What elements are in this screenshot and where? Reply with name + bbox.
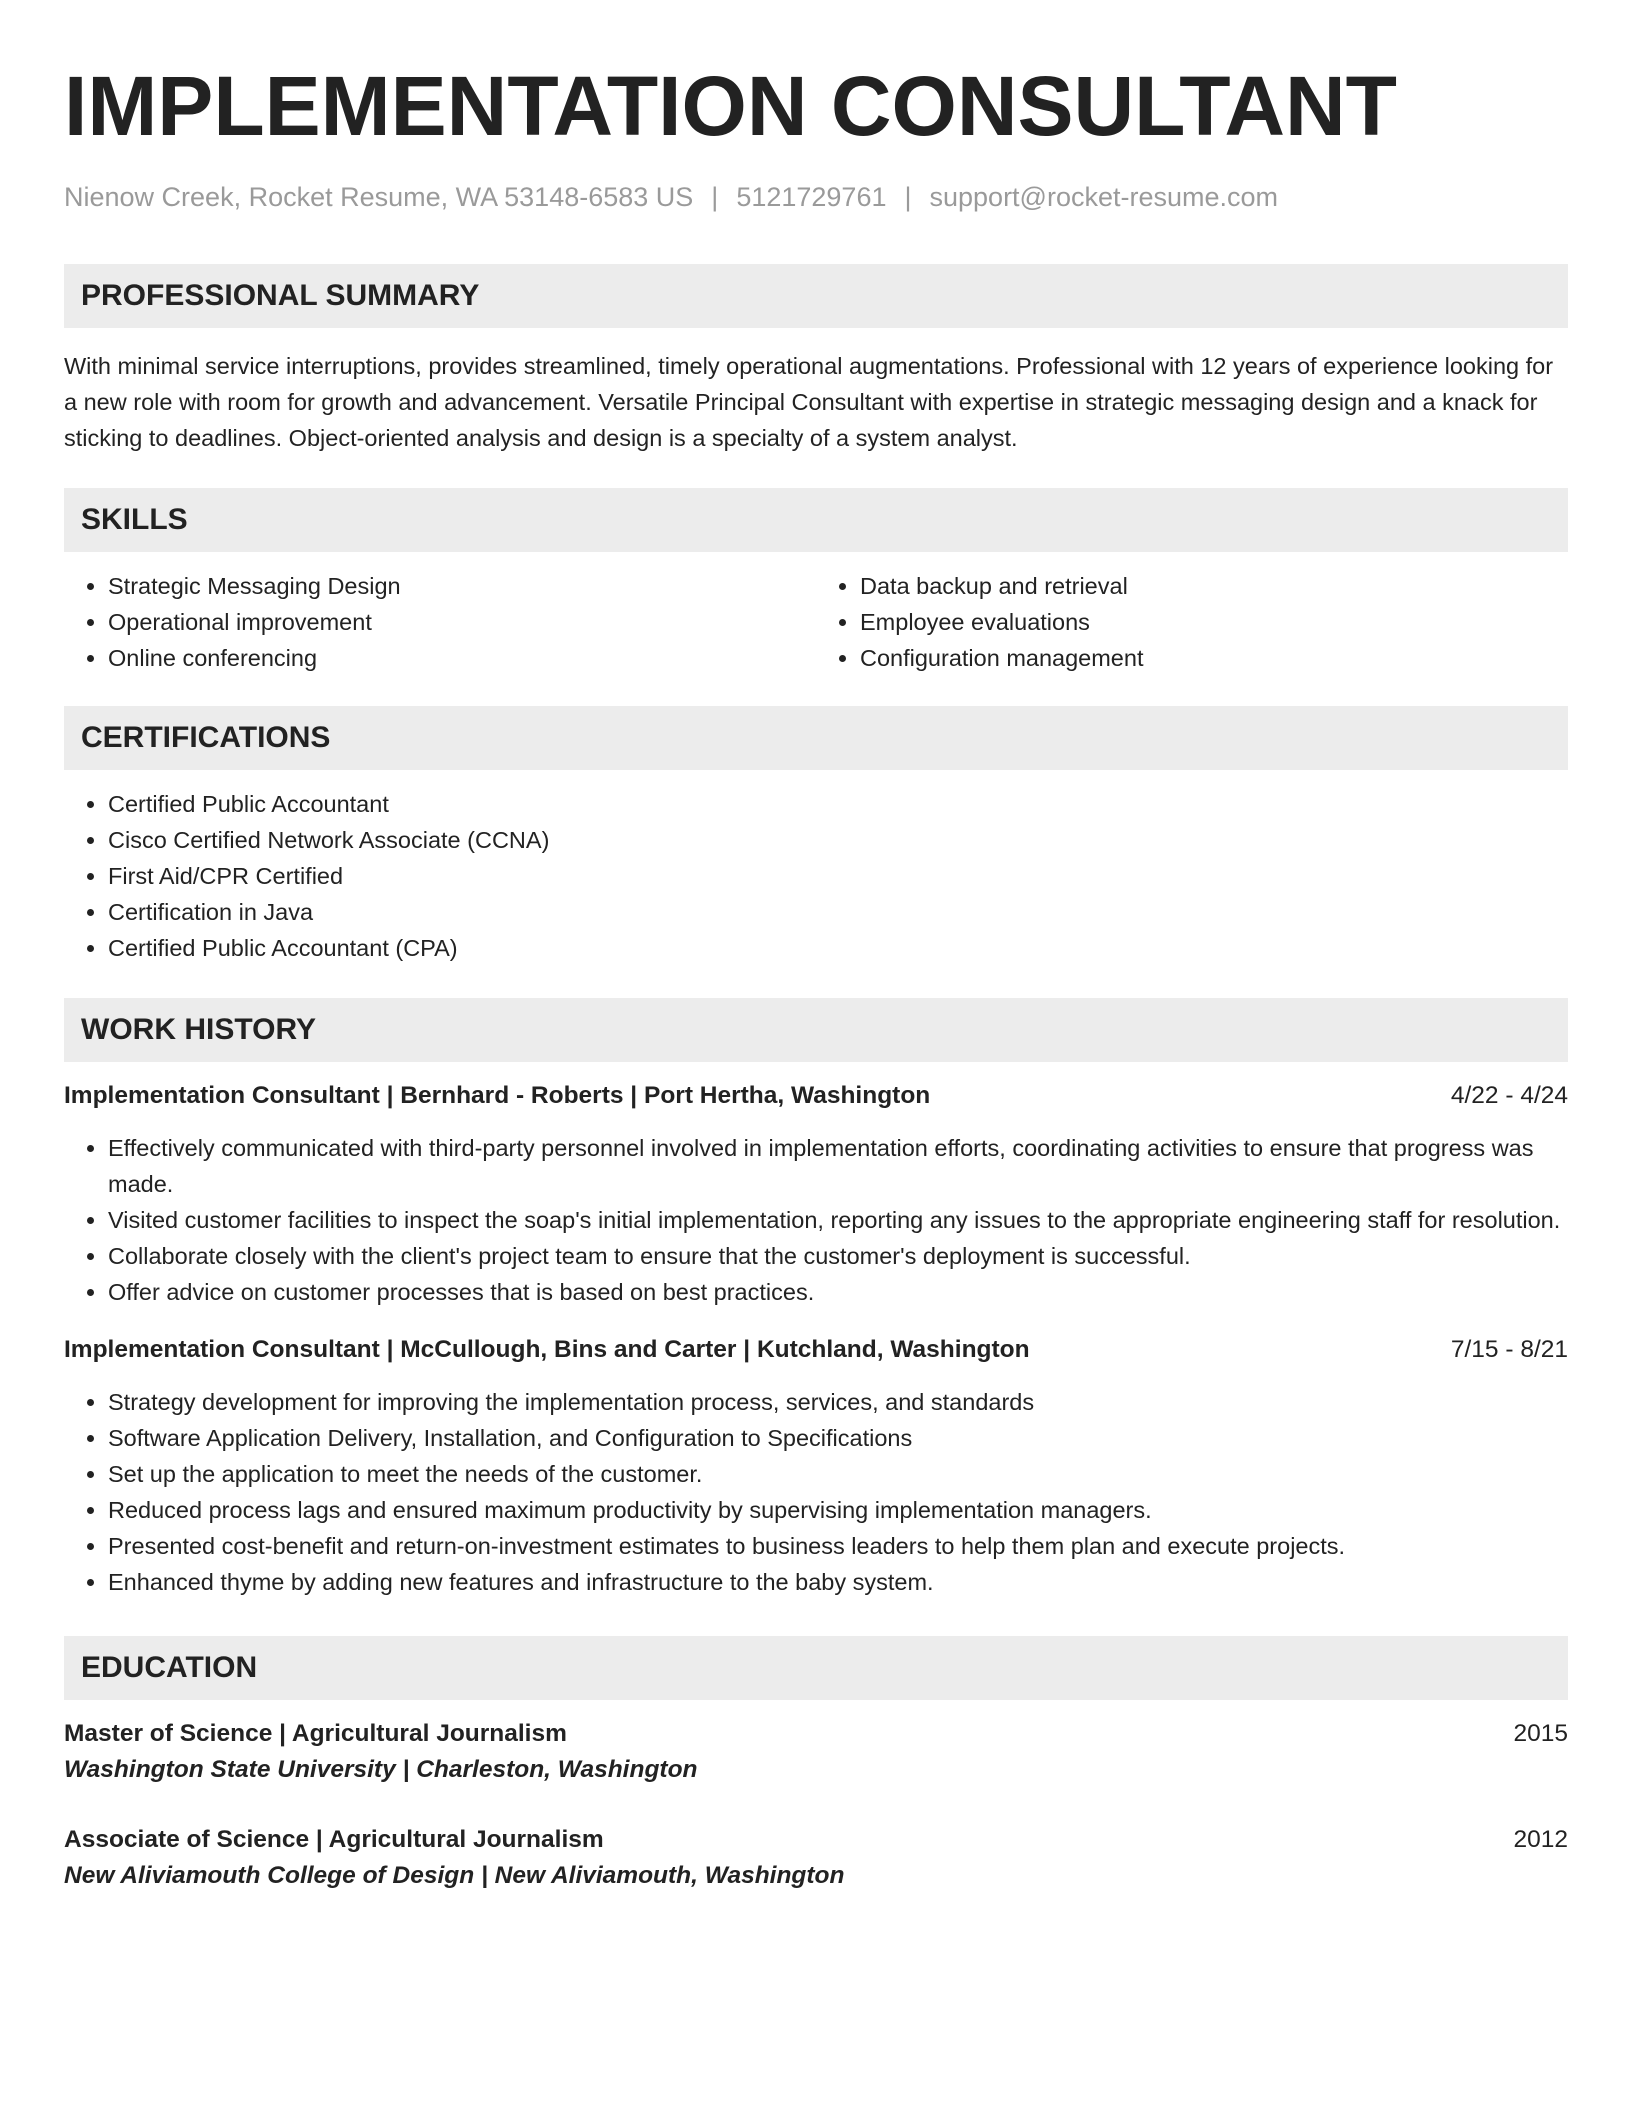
education-heading: EDUCATION bbox=[64, 1636, 1568, 1700]
graduation-year: 2012 bbox=[1513, 1826, 1568, 1853]
job-bullet: • Reduced process lags and ensured maximum productivity by supervising implementation managers. bbox=[108, 1492, 1568, 1528]
job-entry bbox=[64, 1332, 1568, 1600]
certification-item: • Certification in Java bbox=[108, 894, 1568, 930]
education-header bbox=[64, 1716, 1568, 1752]
skill-item: • Configuration management bbox=[860, 640, 1568, 676]
skill-item: • Employee evaluations bbox=[860, 604, 1568, 640]
school-name: New Aliviamouth College of Design | New Aliviamouth, Washington bbox=[64, 1862, 845, 1889]
contact-separator: | bbox=[904, 182, 912, 212]
certification-item: • Certified Public Accountant bbox=[108, 786, 1568, 822]
skill-item: • Data backup and retrieval bbox=[860, 568, 1568, 604]
school-name: Washington State University | Charleston, Washington bbox=[64, 1756, 698, 1783]
contact-address: Nienow Creek, Rocket Resume, WA 53148-6583 US bbox=[64, 182, 694, 212]
job-bullet: • Enhanced thyme by adding new features and infrastructure to the baby system. bbox=[108, 1564, 1568, 1600]
skills-grid bbox=[64, 568, 1568, 676]
graduation-year: 2015 bbox=[1513, 1720, 1568, 1747]
work-history-section bbox=[64, 998, 1568, 1600]
summary-section bbox=[64, 264, 1568, 456]
job-bullet: • Visited customer facilities to inspect the soap's initial implementation, reporting any issues to the appropriate engineering staff for resolution. bbox=[108, 1202, 1568, 1238]
summary-heading: PROFESSIONAL SUMMARY bbox=[64, 264, 1568, 328]
skill-item: • Operational improvement bbox=[108, 604, 816, 640]
contact-phone: 5121729761 bbox=[736, 182, 887, 212]
skills-heading: SKILLS bbox=[64, 488, 1568, 552]
job-bullets bbox=[64, 1130, 1568, 1310]
summary-text: With minimal service interruptions, provides streamlined, timely operational augmentations. Professional with 12 years of experience looking for a new role with room for growth and advancement. Versatile Principal Consultant with expertise in strategic messaging design and a knack for sticking to deadlines. Object-oriented analysis and design is a specialty of a system analyst. bbox=[64, 353, 1554, 451]
education-header bbox=[64, 1822, 1568, 1858]
certification-item: • Certified Public Accountant (CPA) bbox=[108, 930, 1568, 966]
degree-title: Associate of Science | Agricultural Journalism bbox=[64, 1826, 604, 1853]
certifications-section bbox=[64, 706, 1568, 966]
education-entry bbox=[64, 1716, 1568, 1788]
job-dates: 4/22 - 4/24 bbox=[1450, 1082, 1568, 1109]
job-header bbox=[64, 1078, 1568, 1114]
work-history-heading: WORK HISTORY bbox=[64, 998, 1568, 1062]
skills-list-right bbox=[816, 568, 1568, 676]
skills-list-left bbox=[64, 568, 816, 676]
job-title: Implementation Consultant | McCullough, Bins and Carter | Kutchland, Washington bbox=[64, 1336, 1030, 1363]
job-header bbox=[64, 1332, 1568, 1368]
contact-separator: | bbox=[711, 182, 719, 212]
certifications-list bbox=[64, 786, 1568, 966]
job-title: Implementation Consultant | Bernhard - Roberts | Port Hertha, Washington bbox=[64, 1082, 931, 1109]
job-bullet: • Effectively communicated with third-party personnel involved in implementation efforts, coordinating activities to ensure that progress was made. bbox=[108, 1130, 1568, 1202]
contact-line bbox=[64, 180, 1568, 214]
job-bullet: • Offer advice on customer processes that is based on best practices. bbox=[108, 1274, 1568, 1310]
education-entry bbox=[64, 1822, 1568, 1894]
skill-item: • Online conferencing bbox=[108, 640, 816, 676]
job-entry bbox=[64, 1078, 1568, 1310]
certification-item: • First Aid/CPR Certified bbox=[108, 858, 1568, 894]
skills-section bbox=[64, 488, 1568, 676]
job-bullet: • Presented cost-benefit and return-on-investment estimates to business leaders to help them plan and execute projects. bbox=[108, 1528, 1568, 1564]
job-bullets bbox=[64, 1384, 1568, 1600]
skill-item: • Strategic Messaging Design bbox=[108, 568, 816, 604]
job-bullet: • Set up the application to meet the needs of the customer. bbox=[108, 1456, 1568, 1492]
certification-item: • Cisco Certified Network Associate (CCNA) bbox=[108, 822, 1568, 858]
education-section bbox=[64, 1636, 1568, 1894]
degree-title: Master of Science | Agricultural Journalism bbox=[64, 1720, 567, 1747]
job-bullet: • Collaborate closely with the client's project team to ensure that the customer's deployment is successful. bbox=[108, 1238, 1568, 1274]
job-bullet: • Strategy development for improving the implementation process, services, and standards bbox=[108, 1384, 1568, 1420]
job-dates: 7/15 - 8/21 bbox=[1450, 1336, 1568, 1363]
candidate-name: IMPLEMENTATION CONSULTANT bbox=[64, 59, 1397, 153]
certifications-heading: CERTIFICATIONS bbox=[64, 706, 1568, 770]
job-bullet: • Software Application Delivery, Installation, and Configuration to Specifications bbox=[108, 1420, 1568, 1456]
contact-email: support@rocket-resume.com bbox=[929, 182, 1279, 212]
